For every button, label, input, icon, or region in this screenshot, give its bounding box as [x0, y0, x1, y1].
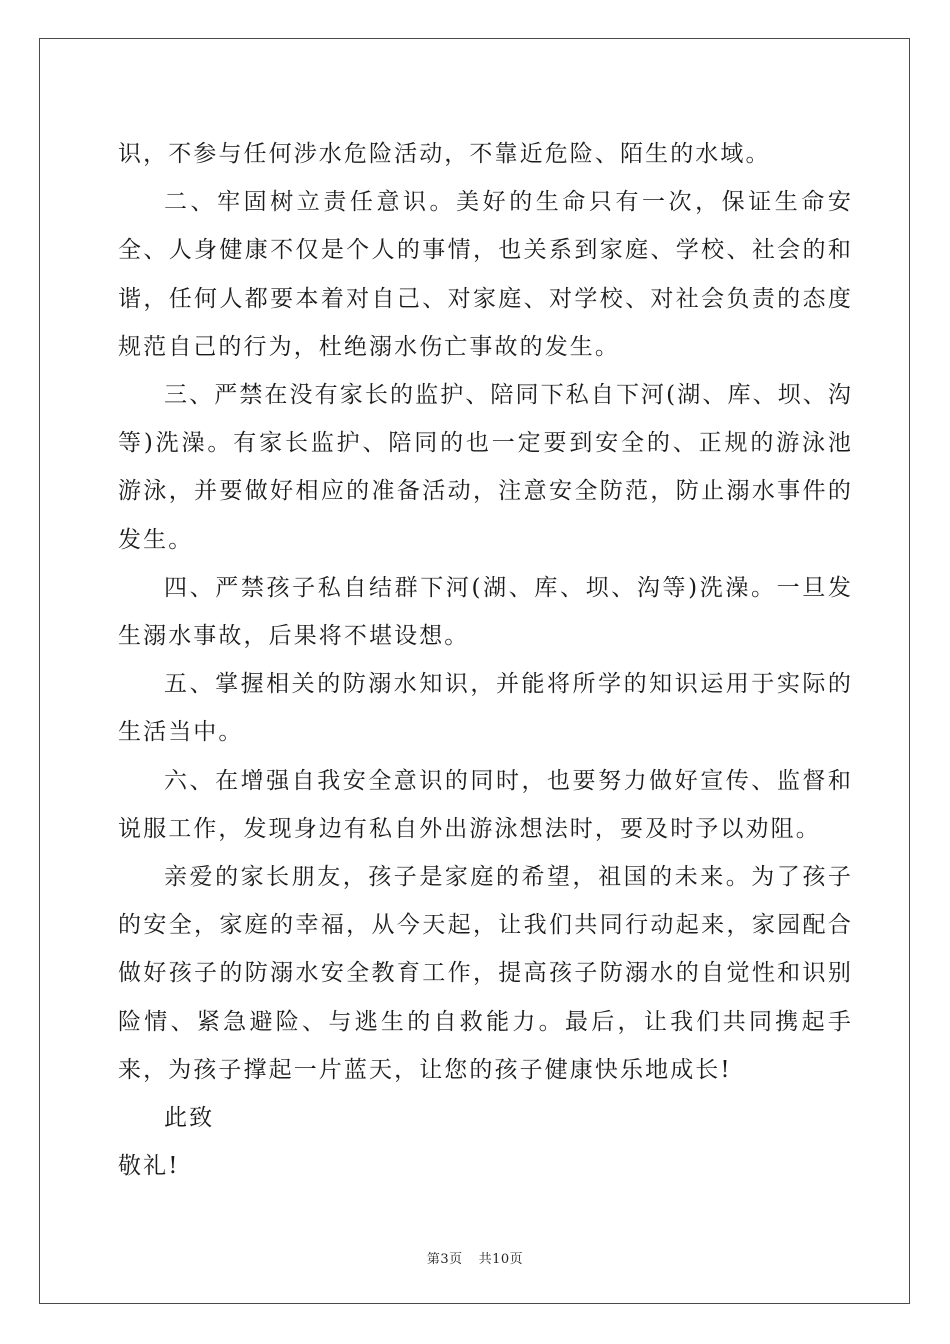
- document-body: [118, 130, 853, 1190]
- paragraph-continued: 识，不参与任何涉水危险活动，不靠近危险、陌生的水域。: [118, 141, 771, 167]
- paragraph-no-group-swimming: 四、严禁孩子私自结群下河(湖、库、坝、沟等)洗澡。一旦发生溺水事故，后果将不堪设想。: [118, 574, 853, 650]
- paragraph-no-unsupervised-swimming: 三、严禁在没有家长的监护、陪同下私自下河(湖、库、坝、沟等)洗澡。有家长监护、陪同的也一定要到安全的、正规的游泳池游泳，并要做好相应的准备活动，注意安全防范，防止溺水事件的发生。: [118, 382, 853, 553]
- page-number: 第3页: [426, 1252, 463, 1267]
- paragraph-appeal: 亲爱的家长朋友，孩子是家庭的希望，祖国的未来。为了孩子的安全，家庭的幸福，从今天起，让我们共同行动起来，家园配合做好孩子的防溺水安全教育工作，提高孩子防溺水的自觉性和识别险情、紧急避险、与逃生的自救能力。最后，让我们共同携起手来，为孩子撑起一片蓝天，让您的孩子健康快乐地成长!: [118, 864, 853, 1083]
- paragraph-responsibility: 二、牢固树立责任意识。美好的生命只有一次，保证生命安全、人身健康不仅是个人的事情，也关系到家庭、学校、社会的和谐，任何人都要本着对自己、对家庭、对学校、对社会负责的态度规范自己的行为，杜绝溺水伤亡事故的发生。: [118, 189, 853, 360]
- paragraph-knowledge: 五、掌握相关的防溺水知识，并能将所学的知识运用于实际的生活当中。: [118, 671, 853, 746]
- salute-line: 敬礼!: [118, 1153, 180, 1180]
- paragraph-publicity: 六、在增强自我安全意识的同时，也要努力做好宣传、监督和说服工作，发现身边有私自外出游泳想法时，要及时予以劝阻。: [118, 767, 853, 842]
- closing-line: 此致: [164, 1105, 215, 1132]
- page-total: 共10页: [478, 1252, 524, 1267]
- page-footer: [0, 1248, 950, 1267]
